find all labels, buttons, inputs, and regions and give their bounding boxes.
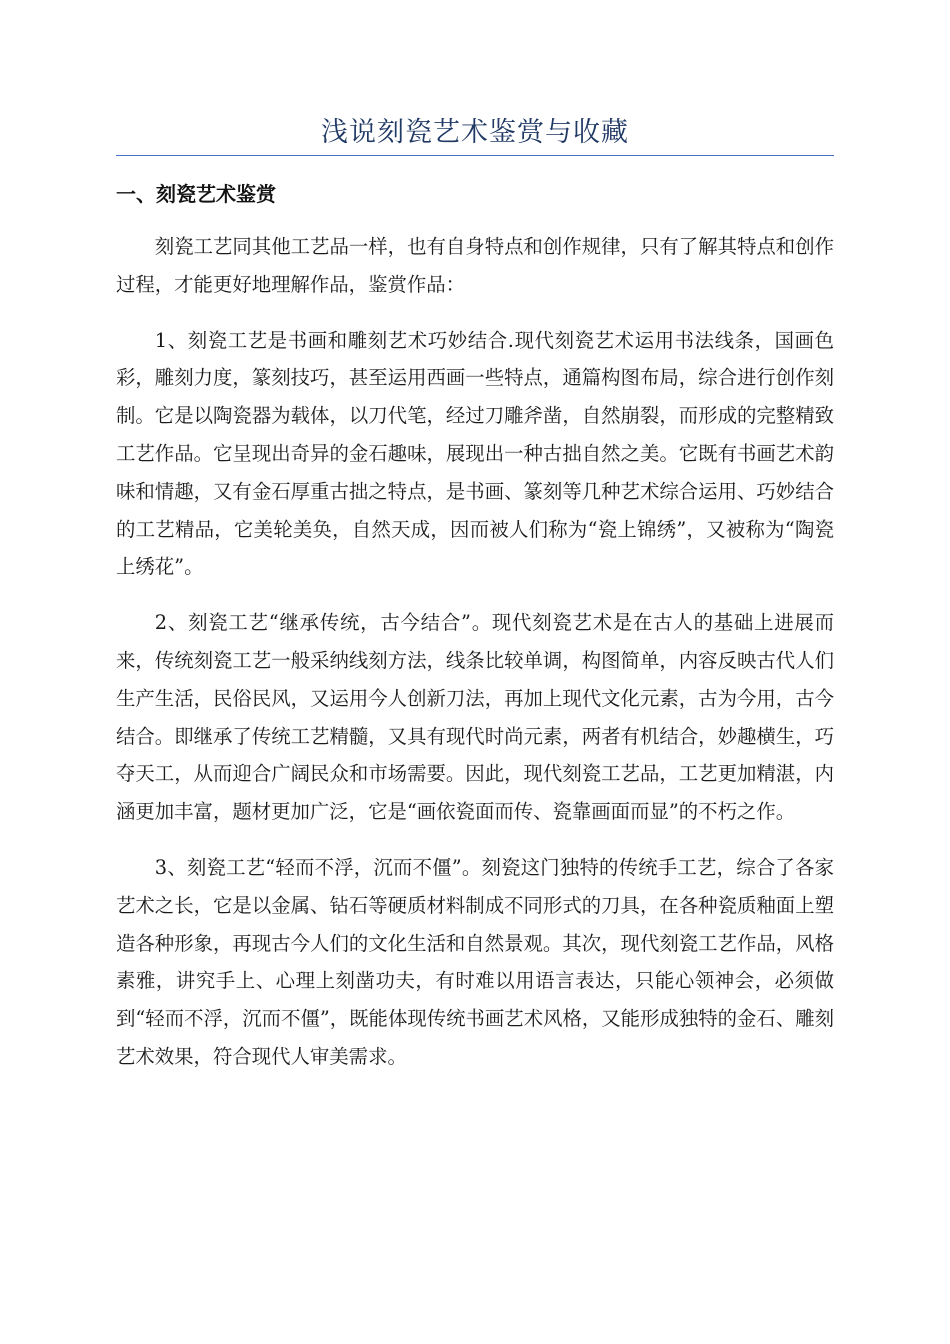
point-3-paragraph: 3、刻瓷工艺“轻而不浮，沉而不僵”。刻瓷这门独特的传统手工艺，综合了各家艺术之长，它是以金属、钻石等硬质材料制成不同形式的刀具，在各种瓷质釉面上塑造各种形象，再现古今人们的文化生活和自然景观。其次，现代刻瓷工艺作品，风格素雅，讲究手上、心理上刻凿功夫，有时难以用语言表达，只能心领神会，必须做到“轻而不浮，沉而不僵”，既能体现传统书画艺术风格，又能形成独特的金石、雕刻艺术效果，符合现代人审美需求。: [116, 855, 834, 1068]
document-title: 浅说刻瓷艺术鉴赏与收藏: [321, 117, 629, 148]
document-page: [116, 0, 834, 1076]
section-heading: 一、刻瓷艺术鉴赏: [116, 182, 276, 206]
title-underline-rule: [116, 155, 834, 156]
point-1-paragraph: 1、刻瓷工艺是书画和雕刻艺术巧妙结合.现代刻瓷艺术运用书法线条，国画色彩，雕刻力度，篆刻技巧，甚至运用西画一些特点，通篇构图布局，综合进行创作刻制。它是以陶瓷器为载体，以刀代笔，经过刀雕斧凿，自然崩裂，而形成的完整精致工艺作品。它呈现出奇异的金石趣味，展现出一种古拙自然之美。它既有书画艺术韵味和情趣，又有金石厚重古拙之特点，是书画、篆刻等几种艺术综合运用、巧妙结合的工艺精品，它美轮美奂，自然天成，因而被人们称为“瓷上锦绣”，又被称为“陶瓷上绣花”。: [116, 328, 834, 579]
intro-paragraph: 刻瓷工艺同其他工艺品一样，也有自身特点和创作规律，只有了解其特点和创作过程，才能更好地理解作品，鉴赏作品：: [116, 235, 834, 296]
point-2-paragraph: 2、刻瓷工艺“继承传统，古今结合”。现代刻瓷艺术是在古人的基础上进展而来，传统刻瓷工艺一般采纳线刻方法，线条比较单调，构图简单，内容反映古代人们生产生活，民俗民风，又运用今人创新刀法，再加上现代文化元素，古为今用，古今结合。即继承了传统工艺精髓，又具有现代时尚元素，两者有机结合，妙趣横生，巧夺天工，从而迎合广阔民众和市场需要。因此，现代刻瓷工艺品，工艺更加精湛，内涵更加丰富，题材更加广泛，它是“画依瓷面而传、瓷靠画面而显”的不朽之作。: [116, 611, 834, 824]
